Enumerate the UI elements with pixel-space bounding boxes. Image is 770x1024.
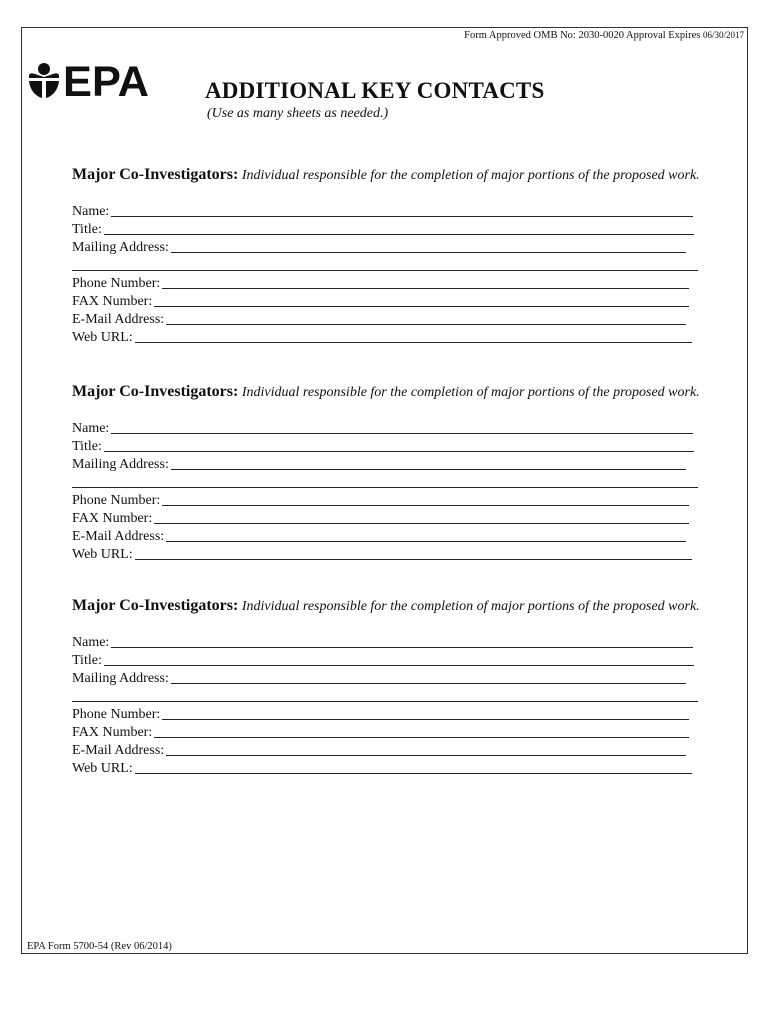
- mailing-address-input-line-2[interactable]: [72, 688, 698, 702]
- section-heading: [72, 166, 720, 185]
- section-heading: [72, 383, 720, 402]
- fax-number-input-line[interactable]: [154, 293, 689, 307]
- section-heading-label: Major Co-Investigators:: [72, 166, 239, 183]
- contact-fields: [72, 202, 720, 346]
- mailing-address-line-2[interactable]: [72, 687, 720, 705]
- phone-number-field[interactable]: Phone Number:: [72, 491, 720, 509]
- web-url-input-line[interactable]: [135, 546, 692, 560]
- contact-fields: [72, 419, 720, 563]
- approval-expiry-date: 06/30/2017: [702, 30, 744, 40]
- mailing-address-input-line-2[interactable]: [72, 257, 698, 271]
- contact-section-3: [72, 597, 720, 777]
- form-number-footer: EPA Form 5700-54 (Rev 06/2014): [27, 941, 172, 952]
- omb-number: Form Approved OMB No: 2030-0020 Approval Expires: [464, 30, 701, 41]
- email-address-field[interactable]: E-Mail Address:: [72, 310, 720, 328]
- fax-number-field[interactable]: FAX Number:: [72, 292, 720, 310]
- name-field[interactable]: Name:: [72, 202, 720, 220]
- section-heading: [72, 597, 720, 616]
- contact-fields: [72, 633, 720, 777]
- fax-number-field[interactable]: FAX Number:: [72, 723, 720, 741]
- section-description: Individual responsible for the completion of major portions of the proposed work.: [241, 168, 700, 183]
- title-input-line[interactable]: [104, 652, 694, 666]
- mailing-address-input-line[interactable]: [171, 670, 686, 684]
- email-address-input-line[interactable]: [166, 742, 686, 756]
- section-heading-label: Major Co-Investigators:: [72, 597, 239, 614]
- email-address-input-line[interactable]: [166, 311, 686, 325]
- contact-section-2: [72, 383, 720, 563]
- section-heading-label: Major Co-Investigators:: [72, 383, 239, 400]
- mailing-address-line-2[interactable]: [72, 256, 720, 274]
- epa-logo-text: EPA: [63, 60, 149, 100]
- fax-number-input-line[interactable]: [154, 510, 689, 524]
- mailing-address-input-line-2[interactable]: [72, 474, 698, 488]
- name-input-line[interactable]: [111, 634, 693, 648]
- name-field[interactable]: Name:: [72, 419, 720, 437]
- phone-number-input-line[interactable]: [162, 492, 689, 506]
- title-field[interactable]: Title:: [72, 651, 720, 669]
- title-input-line[interactable]: [104, 438, 694, 452]
- name-field[interactable]: Name:: [72, 633, 720, 651]
- email-address-input-line[interactable]: [166, 528, 686, 542]
- page-title: ADDITIONAL KEY CONTACTS: [205, 78, 545, 103]
- phone-number-input-line[interactable]: [162, 275, 689, 289]
- web-url-input-line[interactable]: [135, 329, 692, 343]
- mailing-address-input-line[interactable]: [171, 239, 686, 253]
- fax-number-field[interactable]: FAX Number:: [72, 509, 720, 527]
- omb-approval-text: [464, 30, 744, 41]
- mailing-address-field[interactable]: Mailing Address:: [72, 238, 720, 256]
- name-input-line[interactable]: [111, 203, 693, 217]
- title-field[interactable]: Title:: [72, 437, 720, 455]
- web-url-field[interactable]: Web URL:: [72, 759, 720, 777]
- contact-section-1: [72, 166, 720, 346]
- epa-logo: [27, 60, 151, 105]
- epa-flower-icon: [27, 60, 151, 100]
- title-field[interactable]: Title:: [72, 220, 720, 238]
- name-input-line[interactable]: [111, 420, 693, 434]
- mailing-address-field[interactable]: Mailing Address:: [72, 669, 720, 687]
- fax-number-input-line[interactable]: [154, 724, 689, 738]
- phone-number-input-line[interactable]: [162, 706, 689, 720]
- web-url-input-line[interactable]: [135, 760, 692, 774]
- section-description: Individual responsible for the completion of major portions of the proposed work.: [241, 385, 700, 400]
- mailing-address-line-2[interactable]: [72, 473, 720, 491]
- email-address-field[interactable]: E-Mail Address:: [72, 741, 720, 759]
- email-address-field[interactable]: E-Mail Address:: [72, 527, 720, 545]
- web-url-field[interactable]: Web URL:: [72, 545, 720, 563]
- page-subtitle: (Use as many sheets as needed.): [207, 106, 389, 121]
- title-input-line[interactable]: [104, 221, 694, 235]
- phone-number-field[interactable]: Phone Number:: [72, 274, 720, 292]
- phone-number-field[interactable]: Phone Number:: [72, 705, 720, 723]
- mailing-address-field[interactable]: Mailing Address:: [72, 455, 720, 473]
- web-url-field[interactable]: Web URL:: [72, 328, 720, 346]
- section-description: Individual responsible for the completion of major portions of the proposed work.: [241, 599, 700, 614]
- mailing-address-input-line[interactable]: [171, 456, 686, 470]
